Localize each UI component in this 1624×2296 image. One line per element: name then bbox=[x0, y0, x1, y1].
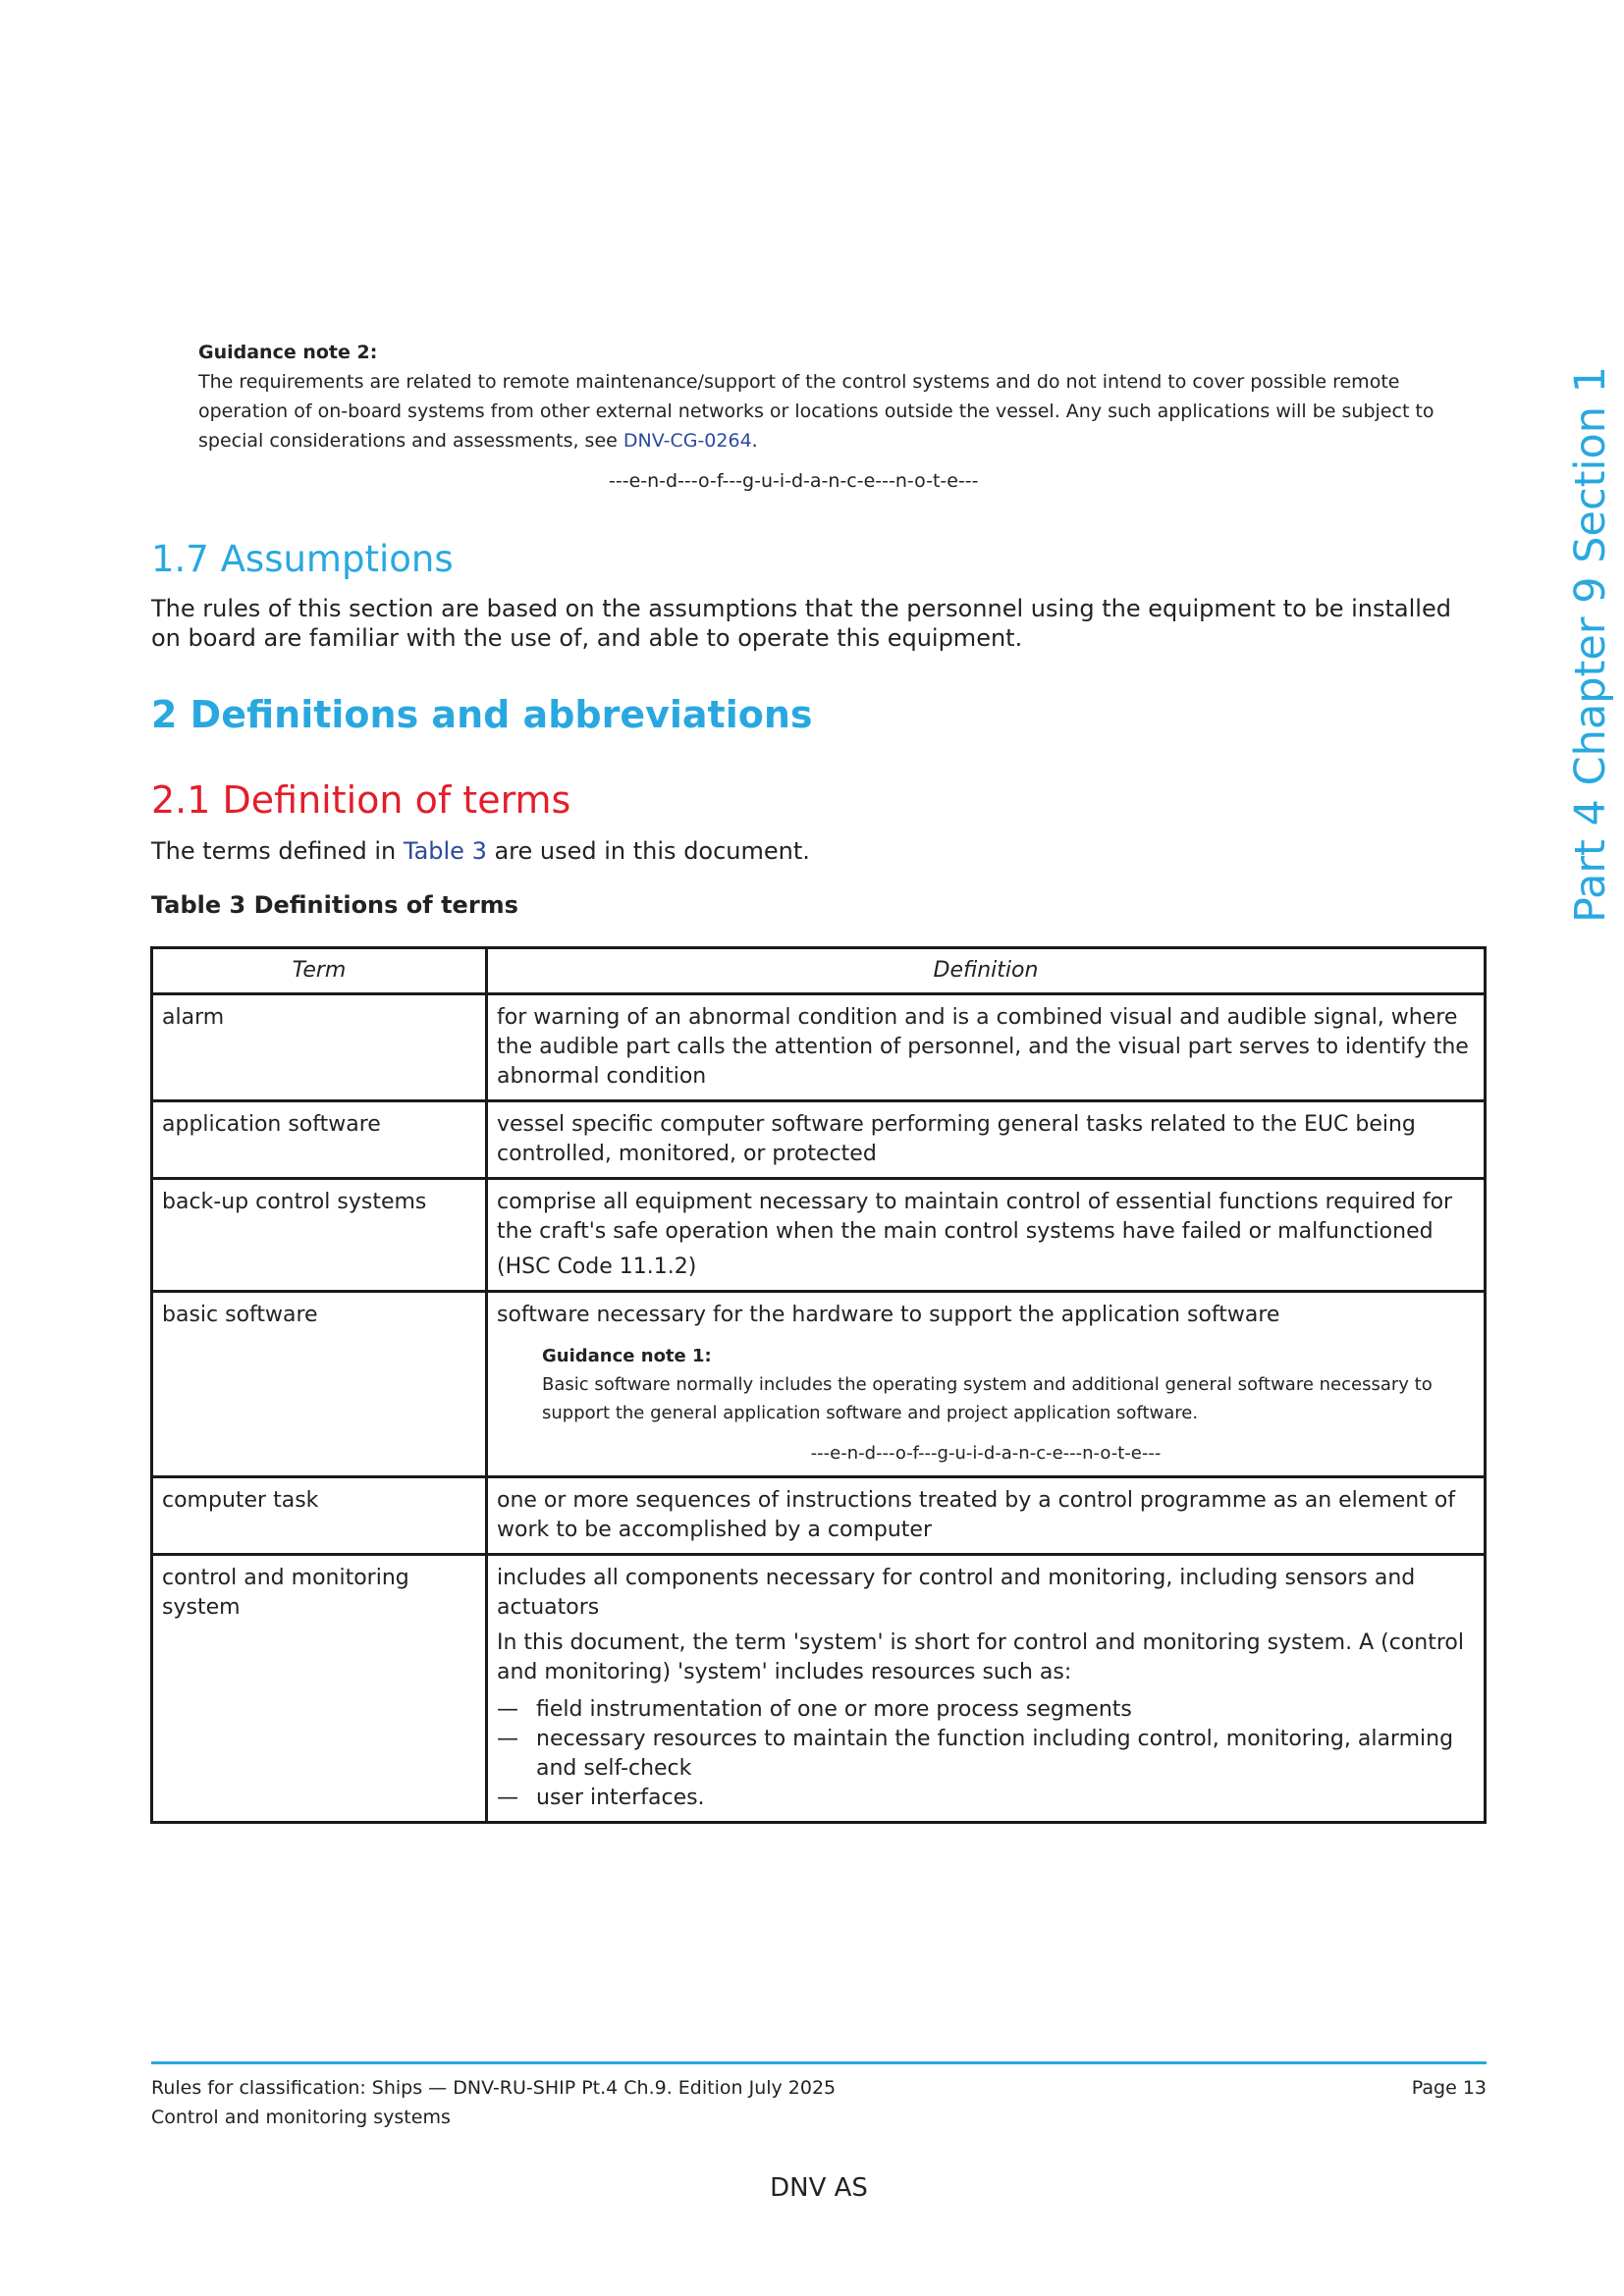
term-cell: basic software bbox=[152, 1292, 487, 1477]
guidance-note-text bbox=[198, 367, 1455, 455]
term-cell: back-up control systems bbox=[152, 1179, 487, 1292]
footer-divider bbox=[151, 2061, 1487, 2064]
inner-guidance-title: Guidance note 1: bbox=[542, 1346, 712, 1366]
inner-guidance-text: Basic software normally includes the operating system and additional general software necessary to support the general application software and project application software. bbox=[542, 1374, 1433, 1423]
list-item bbox=[497, 1695, 1475, 1725]
list-item-text: user interfaces. bbox=[536, 1786, 705, 1810]
table-caption: Table 3 Definitions of terms bbox=[151, 891, 518, 919]
dash-marker: — bbox=[497, 1697, 518, 1722]
dnv-cg-0264-link[interactable]: DNV-CG-0264 bbox=[623, 430, 752, 452]
term-cell: alarm bbox=[152, 994, 487, 1101]
intro-text-end: are used in this document. bbox=[486, 837, 810, 865]
header-definition: Definition bbox=[487, 948, 1486, 994]
guidance-note-text-body: The requirements are related to remote maintenance/support of the control systems and do not intend to cover possible remote operation of on-board systems from other external networks or locations outside the vessel. Any such applications will be subject to special considerations and assessments, see bbox=[198, 371, 1435, 452]
footer-rules-line: Rules for classification: Ships — DNV-RU-SHIP Pt.4 Ch.9. Edition July 2025 bbox=[151, 2077, 837, 2099]
guidance-note-title: Guidance note 2: bbox=[198, 342, 378, 363]
table-row bbox=[152, 1101, 1486, 1179]
term-cell: application software bbox=[152, 1101, 487, 1179]
term-cell: control and monitoring system bbox=[152, 1555, 487, 1823]
definition-text: includes all components necessary for control and monitoring, including sensors and actuators bbox=[497, 1566, 1416, 1620]
section-side-label: Part 4 Chapter 9 Section 1 bbox=[1566, 366, 1615, 923]
list-item bbox=[497, 1725, 1475, 1784]
table-row bbox=[152, 1292, 1486, 1477]
list-item bbox=[497, 1784, 1475, 1813]
definition-text: software necessary for the hardware to support the application software bbox=[497, 1303, 1280, 1327]
inner-guidance-note bbox=[497, 1342, 1475, 1468]
assumptions-paragraph: The rules of this section are based on the assumptions that the personnel using the equipment to be installed on board are familiar with the use of, and able to operate this equipment. bbox=[151, 595, 1451, 652]
heading-1-7: 1.7 Assumptions bbox=[151, 538, 454, 580]
definition-cell bbox=[487, 1179, 1486, 1292]
table-header-row bbox=[152, 948, 1486, 994]
company-name: DNV AS bbox=[770, 2173, 868, 2203]
list-item-text: necessary resources to maintain the function including control, monitoring, alarming and self-check bbox=[536, 1727, 1454, 1781]
resource-list bbox=[497, 1695, 1475, 1813]
table-row bbox=[152, 1555, 1486, 1823]
list-item-text: field instrumentation of one or more process segments bbox=[536, 1697, 1132, 1722]
definition-cell bbox=[487, 1292, 1486, 1477]
page-number: Page 13 bbox=[1411, 2077, 1487, 2099]
inner-guidance-end-marker: ---e-n-d---o-f---g-u-i-d-a-n-c-e---n-o-t-e--- bbox=[810, 1443, 1162, 1464]
dash-marker: — bbox=[497, 1727, 518, 1751]
guidance-note-text-end: . bbox=[751, 430, 758, 452]
dash-marker: — bbox=[497, 1786, 518, 1810]
intro-text: The terms defined in bbox=[151, 837, 404, 865]
definition-cell: vessel specific computer software performing general tasks related to the EUC being controlled, monitored, or protected bbox=[487, 1101, 1486, 1179]
heading-2: 2 Definitions and abbreviations bbox=[151, 693, 813, 736]
definition-cell bbox=[487, 1555, 1486, 1823]
footer-document-info bbox=[151, 2073, 836, 2132]
table-3-link[interactable]: Table 3 bbox=[403, 837, 487, 865]
table-row bbox=[152, 1477, 1486, 1555]
footer-title-line: Control and monitoring systems bbox=[151, 2107, 451, 2128]
term-cell: computer task bbox=[152, 1477, 487, 1555]
definition-reference: (HSC Code 11.1.2) bbox=[497, 1255, 697, 1279]
header-term: Term bbox=[152, 948, 487, 994]
heading-2-1: 2.1 Definition of terms bbox=[151, 778, 571, 822]
definition-cell: for warning of an abnormal condition and is a combined visual and audible signal, where the audible part calls the attention of personnel, and the visual part serves to identify the abnormal condition bbox=[487, 994, 1486, 1101]
table-row bbox=[152, 994, 1486, 1101]
definitions-table bbox=[150, 946, 1487, 1824]
definition-intro-paragraph bbox=[151, 836, 1487, 866]
table-row bbox=[152, 1179, 1486, 1292]
guidance-note-end-marker: ---e-n-d---o-f---g-u-i-d-a-n-c-e---n-o-t-e--- bbox=[609, 470, 979, 492]
definition-text: comprise all equipment necessary to maintain control of essential functions required for the craft's safe operation when the main control systems have failed or malfunctioned bbox=[497, 1190, 1453, 1244]
definition-text-2: In this document, the term 'system' is short for control and monitoring system. A (control and monitoring) 'system' includes resources such as: bbox=[497, 1630, 1464, 1684]
definition-cell: one or more sequences of instructions treated by a control programme as an element of work to be accomplished by a computer bbox=[487, 1477, 1486, 1555]
